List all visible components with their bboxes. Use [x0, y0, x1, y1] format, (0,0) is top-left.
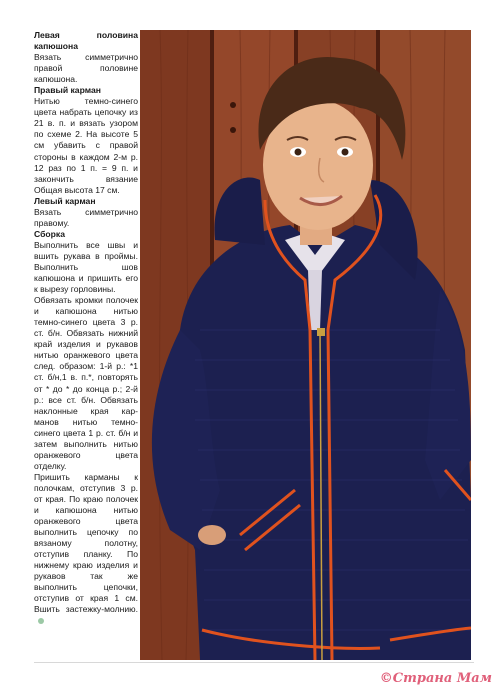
left-pocket-heading: Левый карман: [34, 195, 96, 206]
product-photo: [140, 30, 471, 660]
assembly-text-2: Обвязать кромки полочек и капюшона нитью темно-синего цвета 3 р. ст. б/н. Обвязать нижний край изделия и рукавов нитью оранжевого цвета след. образом: 1-й р.: *1 ст. б/н,1 в. п.*, повторять от * до * до конца р.; 2-й р.: все ст. б/н. Обвязать наклонные края кар-манов нитью темно-синего цвета 1 р. ст. б/н и затем выполнить нитью оранжевого цвета отделку.: [34, 295, 138, 471]
page-divider: [34, 662, 474, 663]
zipper-pull-icon: [317, 328, 325, 336]
nail-head: [230, 102, 236, 108]
left-hood-heading: Левая половина капюшона: [34, 30, 138, 52]
left-pocket-text: Вязать симметрично правому.: [34, 206, 138, 228]
assembly-heading: Сборка: [34, 228, 65, 239]
right-pocket-heading: Правый карман: [34, 85, 101, 96]
left-hand: [198, 525, 226, 545]
watermark: ©Страна Мам: [379, 671, 492, 686]
assembly-text-3-wrap: [34, 472, 138, 627]
nail-head: [230, 127, 236, 133]
right-pupil: [342, 149, 349, 156]
instructions-column: [34, 30, 138, 627]
right-pocket-text: Нитью темно-синего цвета набрать цепочку из 21 в. п. и вязать узором по схеме 2. На высоте 5 см убавить с правой стороны в каждом 2-м р. 12 раз по 1 п. = 9 п. и закончить вязание Общая высота 17 см.: [34, 96, 138, 195]
left-hood-text: Вязать симметрично правой половине капюшона.: [34, 52, 138, 85]
end-bullet-icon: [38, 618, 44, 624]
photo-illustration: [140, 30, 471, 660]
assembly-text-3: Пришить карманы к полочкам, отступив 3 р. от края. По краю полочек и капюшона нитью оранжевого цвета выполнить цепочку по вязаному полотну, отступив планку. По нижнему краю изделия и рукавов так же выполнить цепочки, отступив от края 1 см. Вшить застежку-молнию.: [34, 471, 138, 615]
assembly-text-1: Выполнить все швы и вшить рукава в проймы. Выполнить шов капюшона и пришить его к вырезу горловины.: [34, 239, 138, 295]
left-pupil: [295, 149, 302, 156]
